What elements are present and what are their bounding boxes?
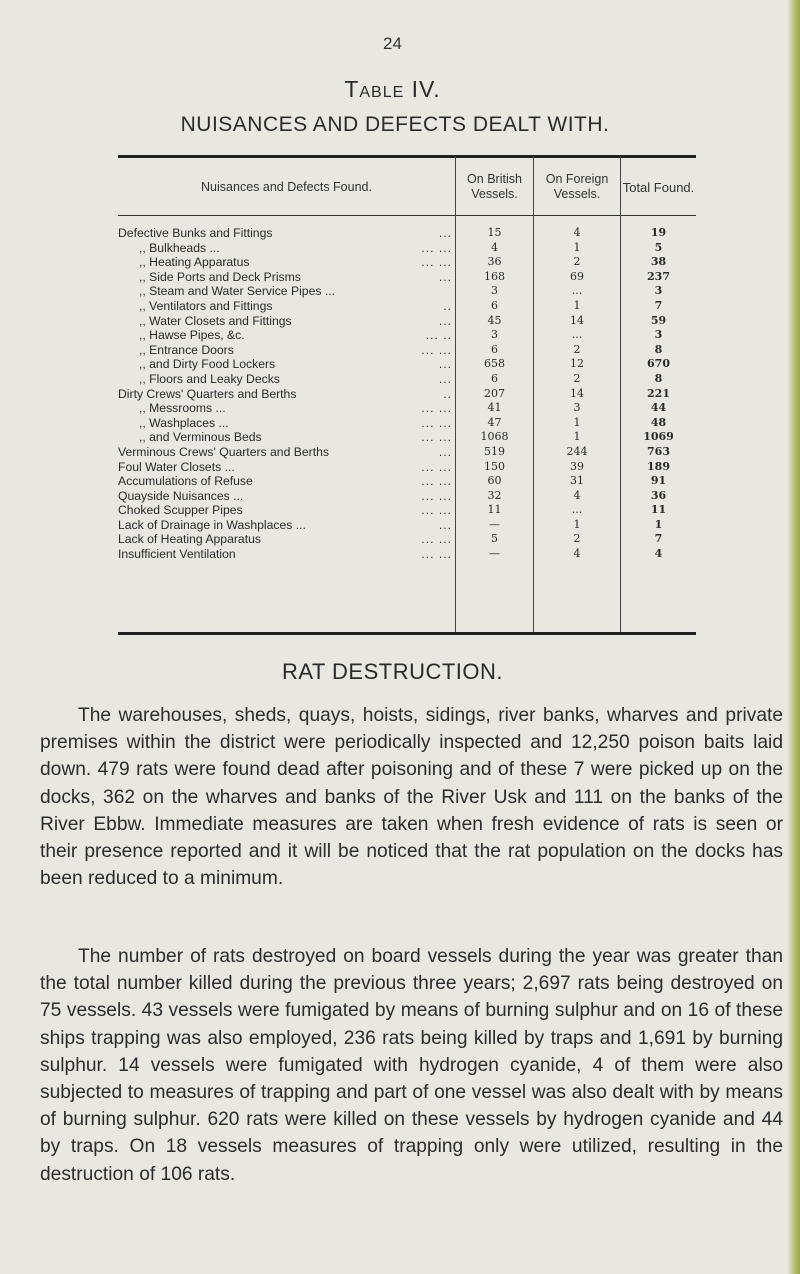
- cell-foreign: 2: [573, 342, 581, 356]
- table-row: [118, 460, 696, 475]
- cell-british: 4: [491, 240, 498, 254]
- table-subtitle: NUISANCES AND DEFECTS DEALT WITH.: [180, 113, 610, 136]
- cell-total: 59: [650, 313, 667, 327]
- nuisances-table-body: [118, 226, 696, 562]
- table-bottom-rule: [118, 632, 696, 635]
- cell-total: 237: [647, 269, 670, 283]
- row-leader-dots: ... ...: [421, 401, 452, 416]
- row-label: ,, Messrooms ...: [139, 401, 226, 416]
- cell-british: 519: [484, 444, 505, 458]
- row-label: ,, Side Ports and Deck Prisms: [139, 269, 301, 284]
- rat-paragraph-2: The number of rats destroyed on board vessels during the year was greater than the total number killed during the previous three years; 2,697 rats being destroyed on 75 vessels. 43 vessels were fumigated by means of burning sulphur and on 16 of these ships trapping was also employed, 236 rats being killed by traps and 1,691 by burning sulphur. 14 vessels were fumigated with hydrogen cyanide, 4 of them were also subjected to measures of trapping and part of one vessel was also dealt with by means of burning sulphur. 620 rats were killed on these vessels by hydrogen cyanide and 44 by traps. On 18 vessels measures of trapping only were utilized, resulting in the destruction of 106 rats.: [40, 946, 783, 1185]
- header-total: Total Found.: [622, 179, 695, 195]
- table-row: [118, 532, 696, 547]
- cell-total: 3: [654, 328, 663, 342]
- cell-total: 4: [654, 547, 663, 561]
- row-leader-dots: ... ...: [421, 488, 452, 503]
- cell-foreign: ...: [571, 503, 583, 517]
- row-label: ,, Water Closets and Fittings: [139, 313, 292, 328]
- row-label: ,, Steam and Water Service Pipes ...: [139, 284, 335, 299]
- table-row: [118, 430, 696, 445]
- row-label: Verminous Crews' Quarters and Berths: [118, 444, 329, 459]
- row-leader-dots: ... ..: [425, 328, 452, 343]
- cell-foreign: ...: [571, 328, 583, 342]
- row-leader-dots: ...: [438, 444, 452, 459]
- header-nuisances: Nuisances and Defects Found.: [201, 179, 372, 194]
- table-row: [118, 518, 696, 533]
- cell-total: 763: [647, 444, 670, 458]
- row-leader-dots: ...: [438, 313, 452, 328]
- cell-total: 19: [650, 226, 667, 239]
- cell-foreign: 4: [573, 488, 581, 502]
- cell-foreign: 12: [570, 357, 584, 371]
- cell-foreign: 244: [566, 444, 588, 458]
- cell-total: 38: [650, 255, 667, 269]
- row-leader-dots: ... ...: [421, 532, 452, 547]
- cell-total: 11: [650, 503, 667, 517]
- row-leader-dots: ...: [438, 371, 452, 386]
- cell-british: —: [489, 547, 500, 561]
- cell-foreign: 1: [573, 415, 581, 429]
- cell-foreign: 2: [573, 532, 581, 546]
- cell-foreign: 14: [570, 386, 584, 400]
- row-label: ,, Bulkheads ...: [139, 240, 220, 255]
- row-label: ,, Hawse Pipes, &c.: [139, 328, 245, 343]
- row-label: Quayside Nuisances ...: [118, 488, 244, 503]
- row-label: ,, Ventilators and Fittings: [139, 298, 273, 313]
- cell-foreign: 4: [573, 547, 581, 561]
- row-leader-dots: ...: [438, 357, 452, 372]
- cell-foreign: ...: [571, 284, 583, 298]
- cell-total: 7: [654, 532, 663, 546]
- row-leader-dots: ... ...: [421, 547, 452, 562]
- table-row: [118, 372, 696, 387]
- cell-british: 658: [484, 357, 505, 371]
- row-leader-dots: ... ...: [421, 240, 452, 255]
- row-label: Accumulations of Refuse: [118, 474, 253, 489]
- table-row: [118, 387, 696, 402]
- row-label: Foul Water Closets ...: [118, 459, 235, 474]
- header-british: On British Vessels.: [467, 172, 522, 201]
- header-foreign: On Foreign Vessels.: [545, 172, 609, 201]
- cell-total: 1: [654, 517, 663, 531]
- cell-foreign: 2: [573, 371, 581, 385]
- cell-total: 3: [654, 284, 663, 298]
- table-row: [118, 343, 696, 358]
- cell-british: 11: [487, 503, 502, 517]
- cell-british: 3: [491, 328, 498, 342]
- cell-total: 91: [650, 474, 667, 488]
- cell-foreign: 14: [570, 313, 584, 327]
- row-leader-dots: ... ...: [421, 459, 452, 474]
- row-label: ,, and Dirty Food Lockers: [139, 357, 276, 372]
- table-row: [118, 270, 696, 285]
- table-row: [118, 357, 696, 372]
- cell-total: 8: [654, 342, 663, 356]
- cell-total: 8: [654, 371, 663, 385]
- row-label: Insufficient Ventilation: [118, 547, 236, 562]
- cell-foreign: 1: [573, 298, 581, 312]
- row-label: Choked Scupper Pipes: [118, 503, 243, 518]
- cell-british: —: [489, 517, 500, 531]
- cell-british: 3: [491, 284, 498, 298]
- cell-foreign: 2: [573, 255, 581, 269]
- cell-british: 6: [491, 298, 498, 312]
- table-row: [118, 401, 696, 416]
- row-leader-dots: ... ...: [421, 342, 452, 357]
- row-label: ,, Washplaces ...: [139, 415, 229, 430]
- cell-british: 60: [487, 474, 502, 488]
- cell-british: 207: [484, 386, 505, 400]
- cell-total: 189: [647, 459, 670, 473]
- cell-british: 5: [491, 532, 498, 546]
- row-leader-dots: ...: [438, 269, 452, 284]
- row-leader-dots: ... ...: [421, 415, 452, 430]
- cell-foreign: 1: [573, 430, 581, 444]
- cell-foreign: 3: [573, 401, 581, 415]
- row-leader-dots: ..: [443, 386, 452, 401]
- cell-foreign: 4: [573, 226, 581, 239]
- row-label: ,, Heating Apparatus: [139, 255, 250, 270]
- row-label: Dirty Crews' Quarters and Berths: [118, 386, 297, 401]
- table-row: [118, 474, 696, 489]
- row-label: ,, and Verminous Beds: [139, 430, 262, 445]
- table-row: [118, 226, 696, 241]
- row-label: ,, Floors and Leaky Decks: [139, 371, 280, 386]
- table-row: [118, 547, 696, 562]
- cell-british: 47: [487, 415, 502, 429]
- table-row: [118, 328, 696, 343]
- cell-foreign: 39: [570, 459, 584, 473]
- page-edge: [788, 0, 800, 1274]
- row-leader-dots: ...: [438, 517, 452, 532]
- cell-total: 36: [650, 488, 667, 502]
- cell-total: 221: [647, 386, 670, 400]
- row-label: Lack of Heating Apparatus: [118, 532, 261, 547]
- rat-destruction-heading: RAT DESTRUCTION.: [281, 659, 504, 684]
- page-number: 24: [383, 34, 402, 53]
- row-leader-dots: ... ...: [421, 474, 452, 489]
- cell-total: 48: [650, 415, 667, 429]
- cell-british: 41: [487, 401, 502, 415]
- row-label: ,, Entrance Doors: [139, 342, 234, 357]
- table-row: [118, 416, 696, 431]
- cell-foreign: 69: [570, 269, 584, 283]
- row-leader-dots: ..: [443, 298, 452, 313]
- row-leader-dots: ... ...: [421, 503, 452, 518]
- row-leader-dots: ... ...: [421, 255, 452, 270]
- table-row: [118, 241, 696, 256]
- cell-foreign: 1: [573, 517, 581, 531]
- cell-british: 32: [487, 488, 502, 502]
- table-row: [118, 503, 696, 518]
- table-row: [118, 299, 696, 314]
- cell-british: 36: [487, 255, 502, 269]
- cell-total: 7: [654, 298, 663, 312]
- cell-total: 1069: [643, 430, 674, 444]
- cell-british: 150: [484, 459, 505, 473]
- row-leader-dots: ...: [438, 226, 452, 240]
- table-title: Table IV.: [344, 76, 441, 102]
- table-row: [118, 314, 696, 329]
- cell-foreign: 31: [570, 474, 584, 488]
- cell-foreign: 1: [573, 240, 581, 254]
- cell-british: 15: [487, 226, 502, 239]
- table-row: [118, 489, 696, 504]
- cell-british: 6: [491, 371, 498, 385]
- cell-total: 5: [654, 240, 663, 254]
- row-leader-dots: ... ...: [421, 430, 452, 445]
- cell-british: 6: [491, 342, 498, 356]
- row-label: Lack of Drainage in Washplaces ...: [118, 517, 306, 532]
- row-label: Defective Bunks and Fittings: [118, 226, 273, 240]
- cell-british: 45: [487, 313, 502, 327]
- table-row: [118, 284, 696, 299]
- cell-british: 1068: [480, 430, 509, 444]
- cell-british: 168: [484, 269, 505, 283]
- cell-total: 670: [647, 357, 670, 371]
- table-row: [118, 445, 696, 460]
- cell-total: 44: [650, 401, 667, 415]
- table-row: [118, 255, 696, 270]
- rat-paragraph-1: The warehouses, sheds, quays, hoists, sidings, river banks, wharves and private premises within the district were periodically inspected and 12,250 poison baits laid down. 479 rats were found dead after poisoning and of these 7 were picked up on the docks, 362 on the wharves and banks of the River Usk and 111 on the banks of the River Ebbw. Immediate measures are taken when fresh evidence of rats is seen or their presence reported and it will be noticed that the rat population on the docks has been reduced to a minimum.: [40, 705, 783, 890]
